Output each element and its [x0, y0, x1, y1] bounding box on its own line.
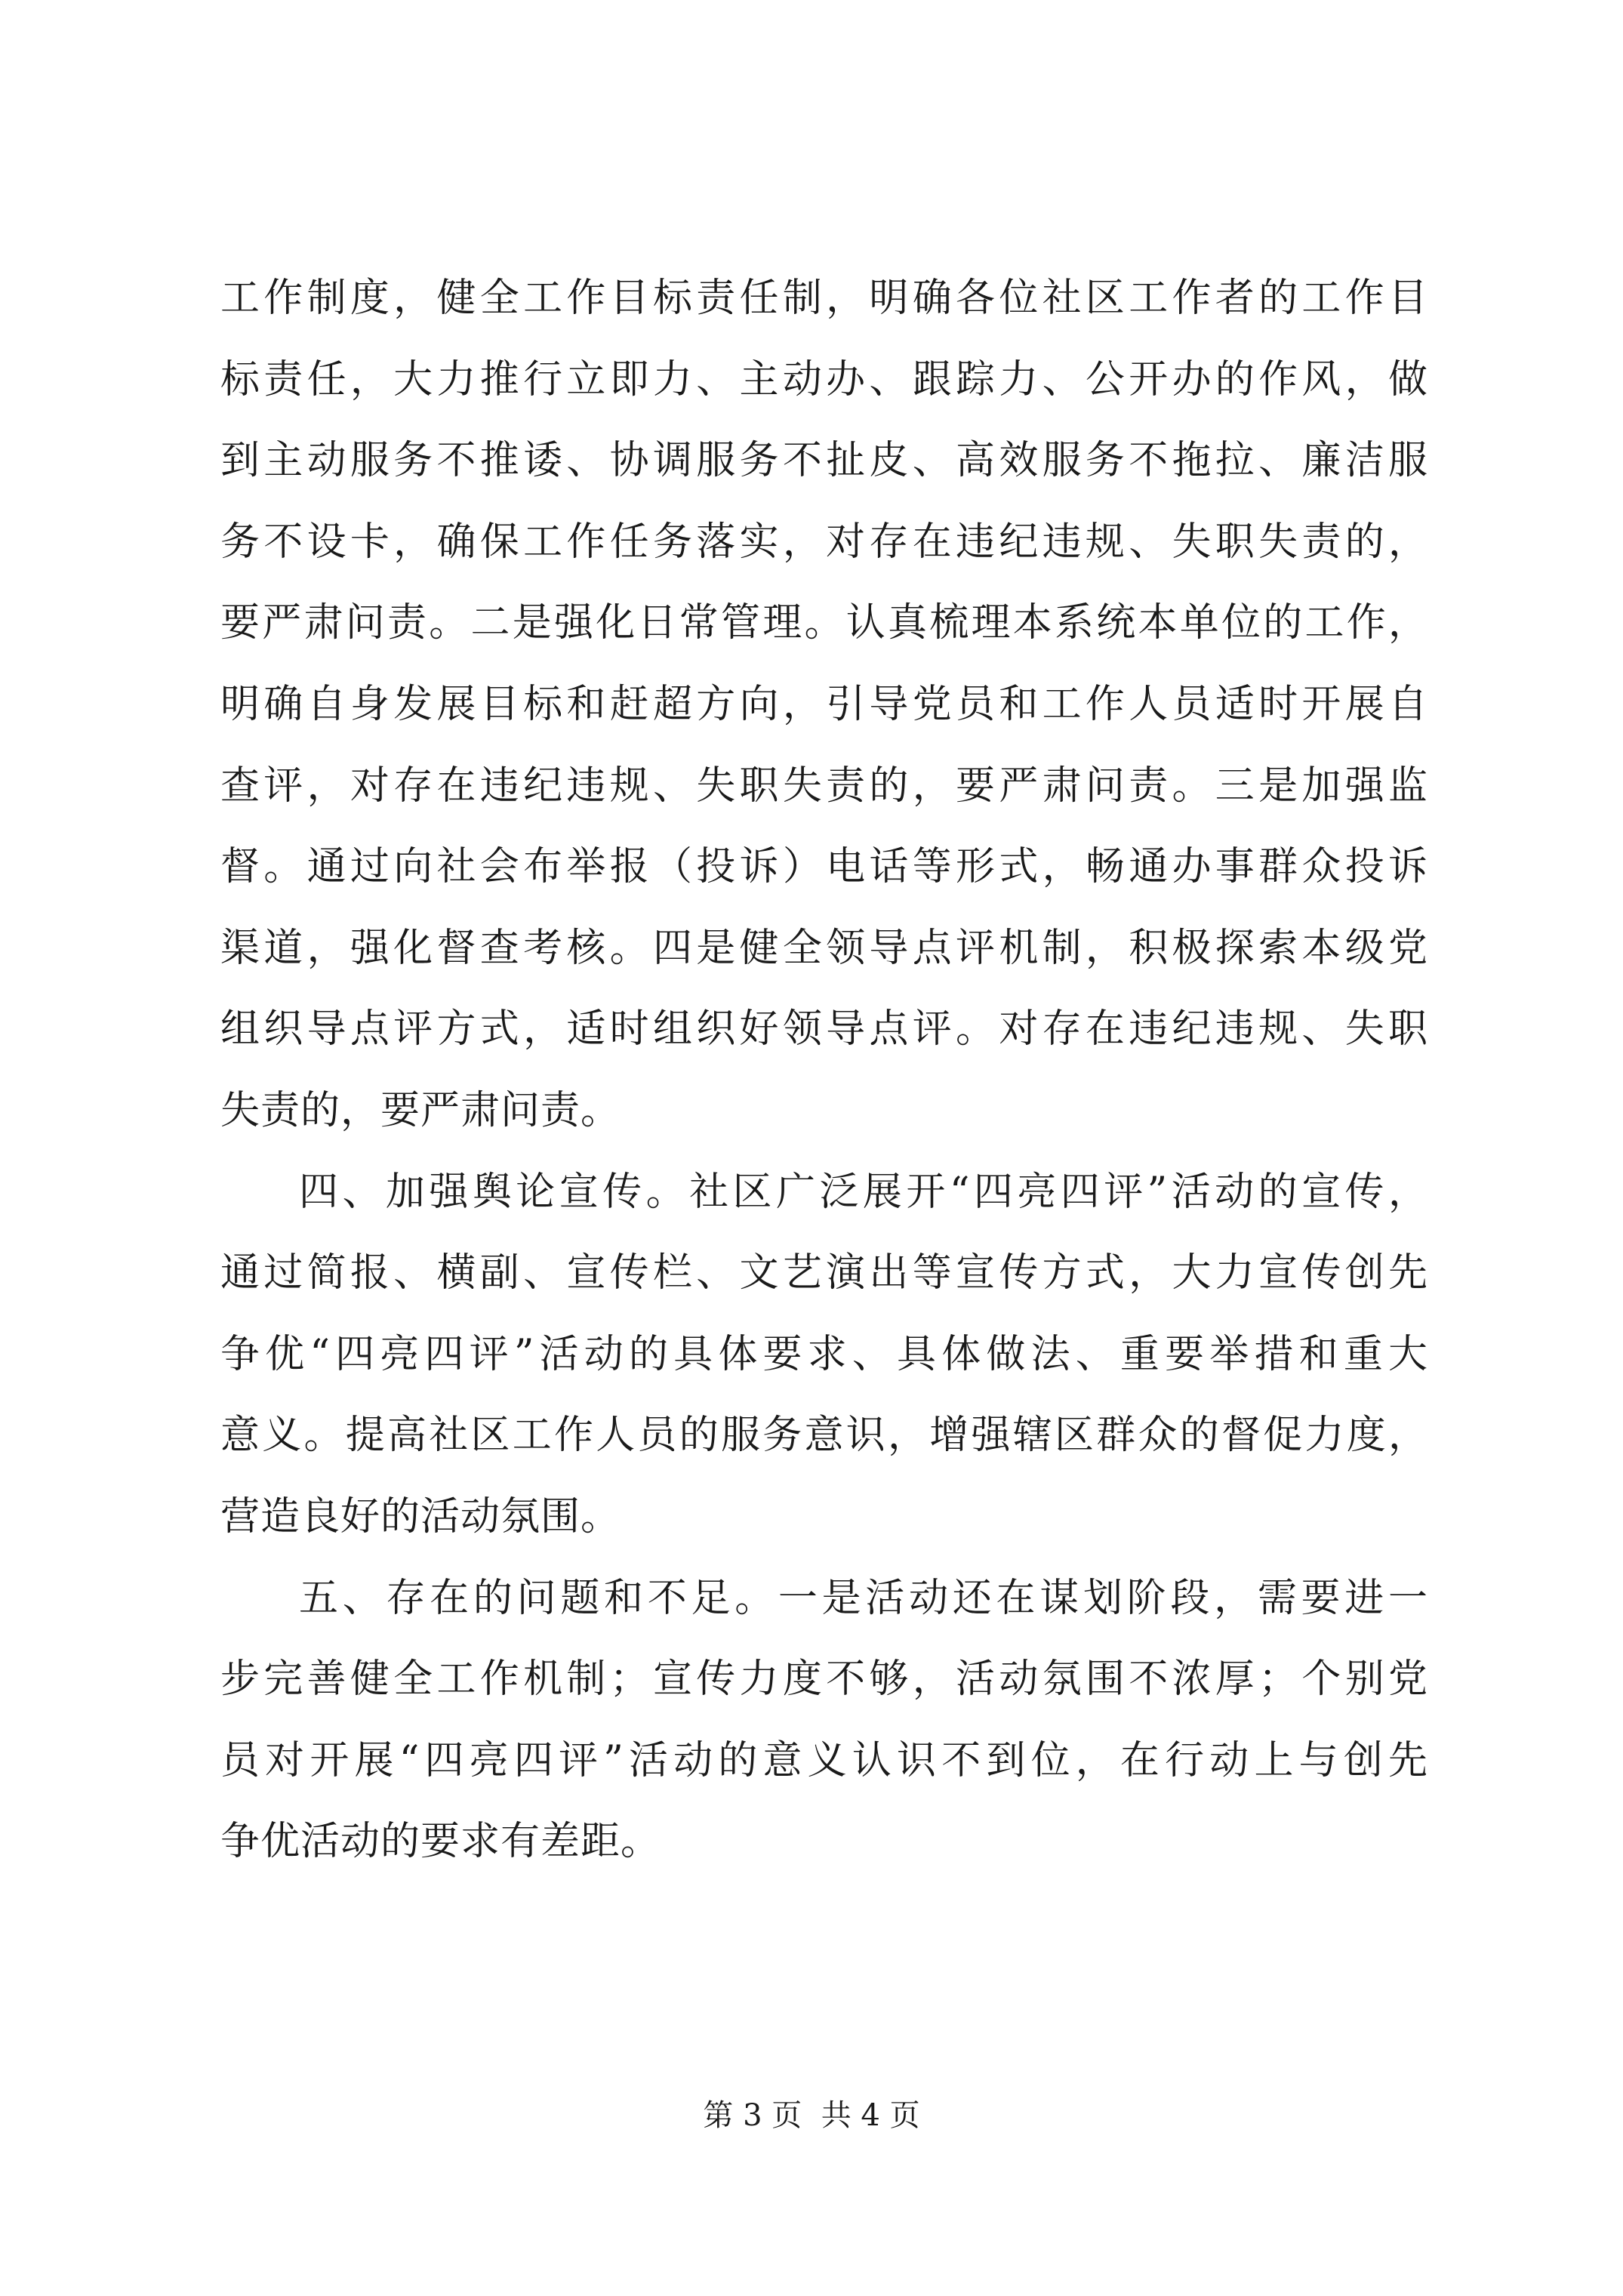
text-line: 步完善健全工作机制；宣传力度不够，活动氛围不浓厚；个别党 — [220, 1657, 1428, 1703]
text-line: 员对开展“四亮四评”活动的意义认识不到位，在行动上与创先 — [220, 1737, 1428, 1783]
text-line: 争优“四亮四评”活动的具体要求、具体做法、重要举措和重大 — [220, 1331, 1428, 1377]
page-number-footer: 第 3 页 共 4 页 — [703, 2098, 920, 2133]
text-line: 失责的，要严肃问责。 — [220, 1087, 621, 1133]
paragraph — [220, 258, 1428, 1152]
text-line: 组织导点评方式，适时组织好领导点评。对存在违纪违规、失职 — [220, 1006, 1428, 1052]
text-line: 四、加强舆论宣传。社区广泛展开“四亮四评”活动的宣传， — [299, 1169, 1428, 1215]
text-line: 务不设卡，确保工作任务落实，对存在违纪违规、失职失责的， — [220, 519, 1428, 565]
paragraph — [220, 1558, 1428, 1883]
text-line: 督。通过向社会布举报（投诉）电话等形式，畅通办事群众投诉 — [220, 844, 1428, 890]
text-line: 营造良好的活动氛围。 — [220, 1493, 621, 1539]
text-line: 要严肃问责。二是强化日常管理。认真梳理本系统本单位的工作， — [220, 600, 1428, 646]
text-line: 通过简报、横副、宣传栏、文艺演出等宣传方式，大力宣传创先 — [220, 1250, 1428, 1296]
text-line: 工作制度，健全工作目标责任制，明确各位社区工作者的工作目 — [220, 276, 1428, 321]
text-line: 渠道，强化督查考核。四是健全领导点评机制，积极探索本级党 — [220, 925, 1428, 971]
text-line: 五、存在的问题和不足。一是活动还在谋划阶段，需要进一 — [299, 1575, 1428, 1621]
text-line: 到主动服务不推诿、协调服务不扯皮、高效服务不拖拉、廉洁服 — [220, 438, 1428, 484]
text-line: 争优活动的要求有差距。 — [220, 1819, 661, 1865]
document-body — [220, 258, 1428, 1883]
text-line: 查评，对存在违纪违规、失职失责的，要严肃问责。三是加强监 — [220, 763, 1428, 809]
paragraph — [220, 1152, 1428, 1558]
text-line: 明确自身发展目标和赶超方向，引导党员和工作人员适时开展自 — [220, 681, 1428, 727]
text-line: 意义。提高社区工作人员的服务意识，增强辖区群众的督促力度， — [220, 1413, 1428, 1459]
text-line: 标责任，大力推行立即力、主动办、跟踪力、公开办的作风，做 — [220, 356, 1428, 402]
